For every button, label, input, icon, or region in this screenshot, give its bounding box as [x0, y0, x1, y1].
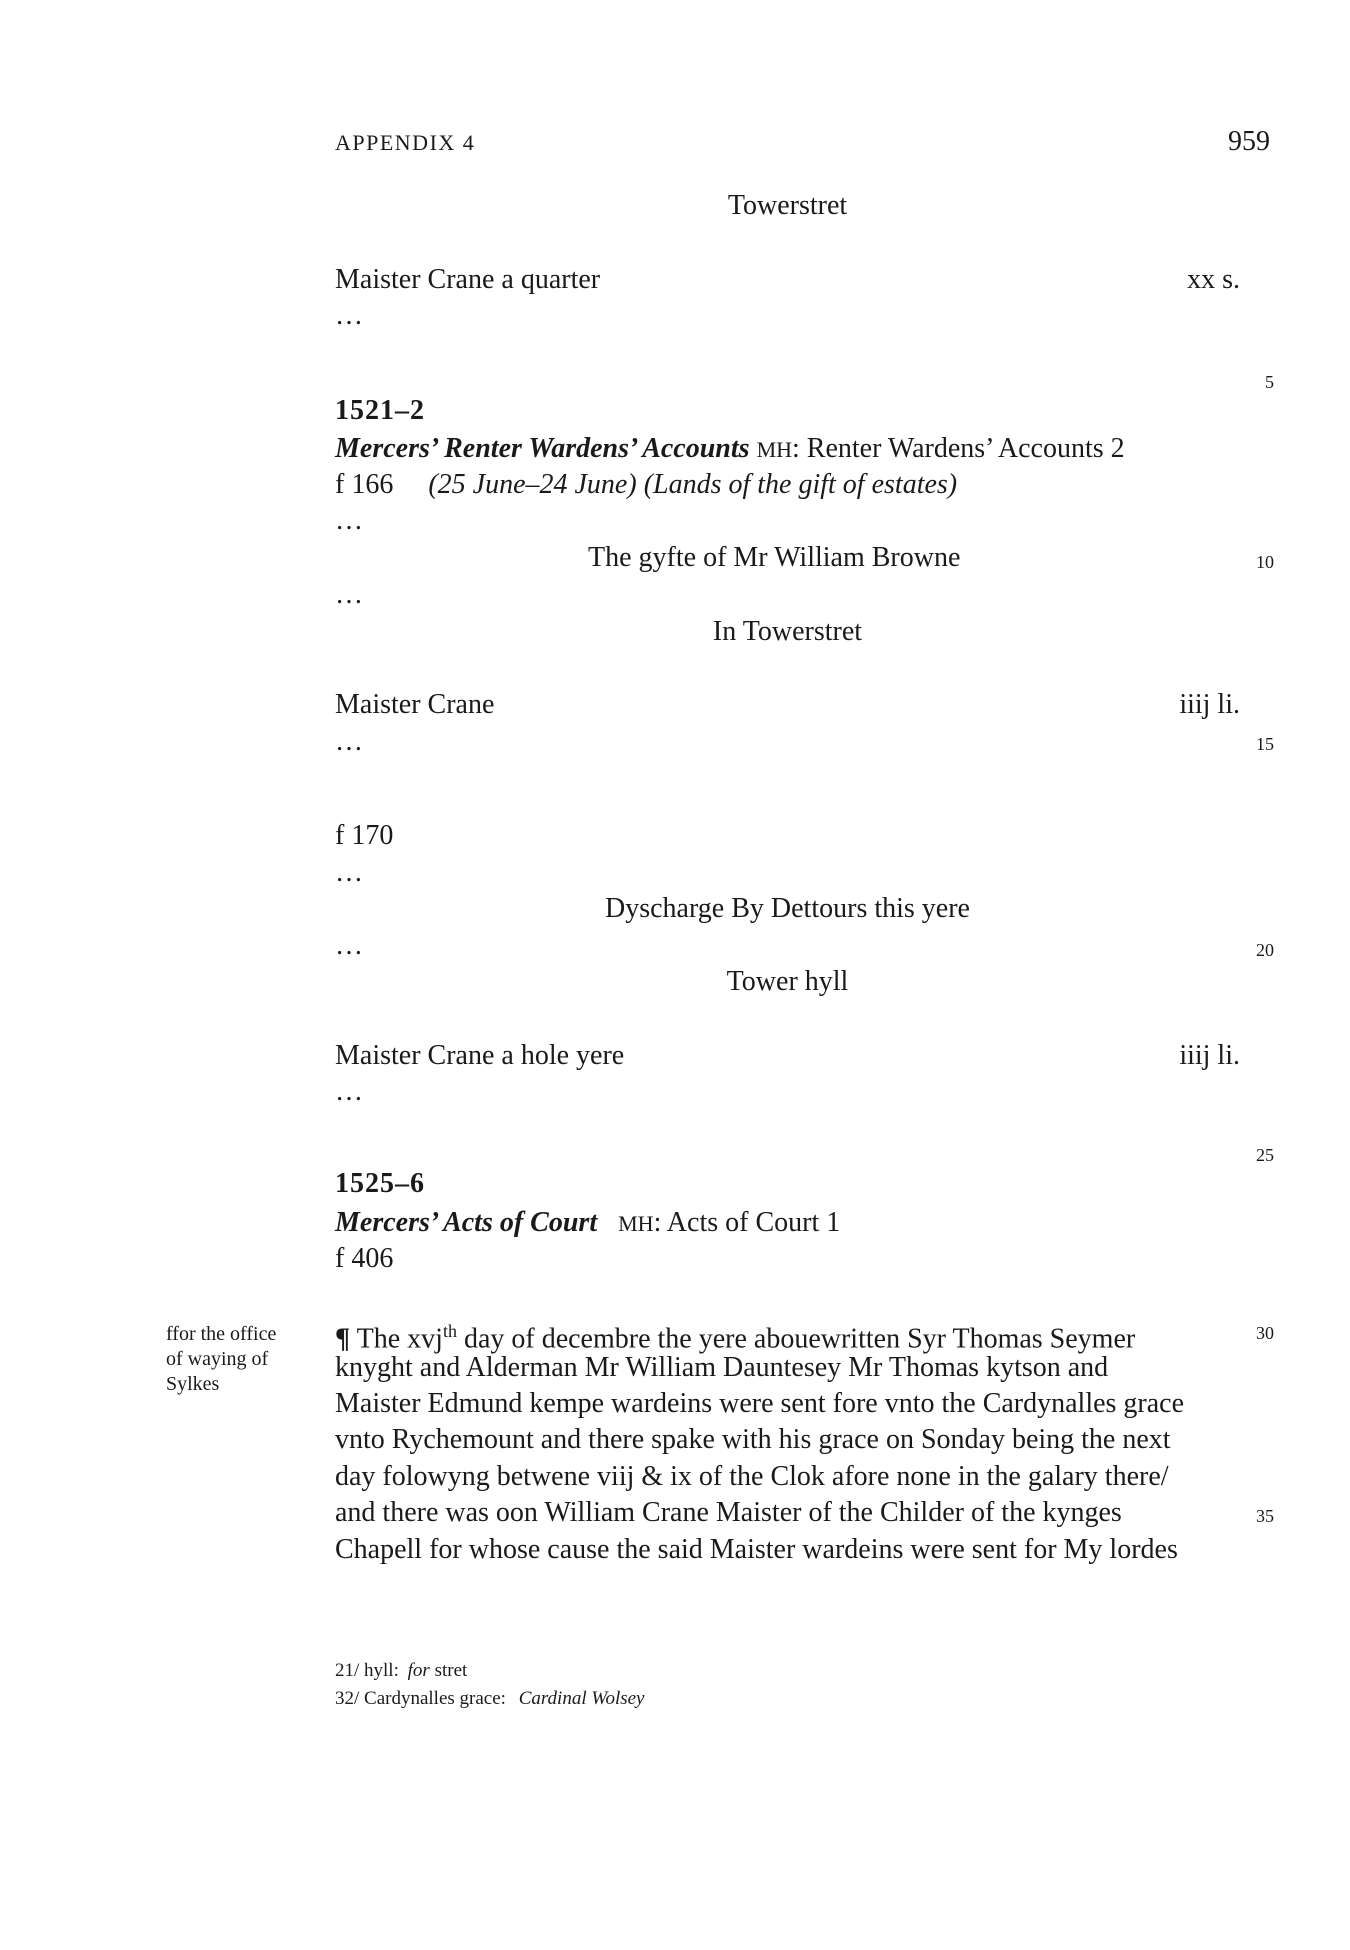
ellipsis: …: [335, 579, 363, 610]
record-title: Mercers’ Acts of Court: [335, 1207, 598, 1238]
ellipsis: …: [335, 857, 363, 888]
paragraph-line: and there was oon William Crane Maister of the Childer of the kynges: [335, 1497, 1122, 1528]
paragraph-line: vnto Rychemount and there spake with his grace on Sonday being the next: [335, 1424, 1171, 1455]
pilcrow-icon: ¶: [335, 1323, 351, 1355]
folio-406: f 406: [335, 1243, 394, 1274]
amount-crane-quarter: xx s.: [1187, 264, 1240, 295]
line-number: 10: [1256, 552, 1274, 572]
paragraph-line: knyght and Alderman Mr William Dauntesey Mr Thomas kytson and: [335, 1352, 1109, 1383]
footnote: 32/ Cardynalles grace: Cardinal Wolsey: [335, 1688, 645, 1709]
line-number: 5: [1265, 372, 1274, 392]
amount-crane: iiij li.: [1179, 689, 1240, 720]
repository-abbrev: MH: [618, 1211, 654, 1236]
folio-note: (25 June–24 June) (Lands of the gift of estates): [428, 469, 958, 500]
repository-detail: : Renter Wardens’ Accounts 2: [792, 433, 1125, 464]
footnote: 21/ hyll: for stret: [335, 1660, 468, 1681]
running-header: APPENDIX 4: [335, 130, 476, 155]
year-heading-1525: 1525–6: [335, 1168, 425, 1199]
folio-line-1521: [335, 467, 957, 503]
in-towerstret-heading: In Towerstret: [712, 616, 863, 647]
ellipsis: …: [335, 930, 363, 961]
line-number: 35: [1256, 1506, 1274, 1526]
towerstret-heading: Towerstret: [727, 190, 848, 221]
ellipsis: …: [335, 726, 363, 757]
year-heading-1521: 1521–2: [335, 395, 425, 426]
entry-crane-quarter: Maister Crane a quarter: [335, 264, 601, 295]
folio-170: f 170: [335, 820, 394, 851]
entry-crane: Maister Crane: [335, 689, 495, 720]
line-number: 25: [1256, 1145, 1274, 1165]
repository-detail: : Acts of Court 1: [653, 1207, 841, 1238]
record-title: Mercers’ Renter Wardens’ Accounts: [335, 433, 750, 464]
ellipsis: …: [335, 505, 363, 536]
line-number: 20: [1256, 940, 1274, 960]
ellipsis: …: [335, 300, 363, 331]
record-title-1525: [335, 1205, 840, 1242]
ellipsis: …: [335, 1076, 363, 1107]
paragraph-line: Maister Edmund kempe wardeins were sent fore vnto the Cardynalles grace: [335, 1388, 1185, 1419]
page-number: 959: [1228, 126, 1270, 157]
folio: f 166: [335, 469, 394, 500]
margin-note: ffor the office of waying of Sylkes: [166, 1323, 277, 1395]
line-number: 15: [1256, 734, 1274, 754]
paragraph-line: ¶ The xvj$^{th}$ day of decembre the yere abouewritten Syr Thomas Seymer: [335, 1321, 1136, 1355]
repository-abbrev: MH: [756, 437, 793, 462]
tower-hyll-heading: Tower hyll: [726, 966, 849, 997]
record-title-1521: [335, 431, 1125, 468]
amount-crane-hole-yere: iiij li.: [1179, 1040, 1240, 1071]
paragraph-line: day folowyng betwene viij & ix of the Clok afore none in the galary there/: [335, 1461, 1169, 1492]
paragraph-line: Chapell for whose cause the said Maister wardeins were sent for My lordes: [335, 1534, 1178, 1565]
gift-heading: The gyfte of Mr William Browne: [588, 542, 961, 573]
line-number: 30: [1256, 1323, 1274, 1343]
dyscharge-heading: Dyscharge By Dettours this yere: [605, 893, 970, 924]
entry-crane-hole-yere: Maister Crane a hole yere: [335, 1040, 625, 1071]
